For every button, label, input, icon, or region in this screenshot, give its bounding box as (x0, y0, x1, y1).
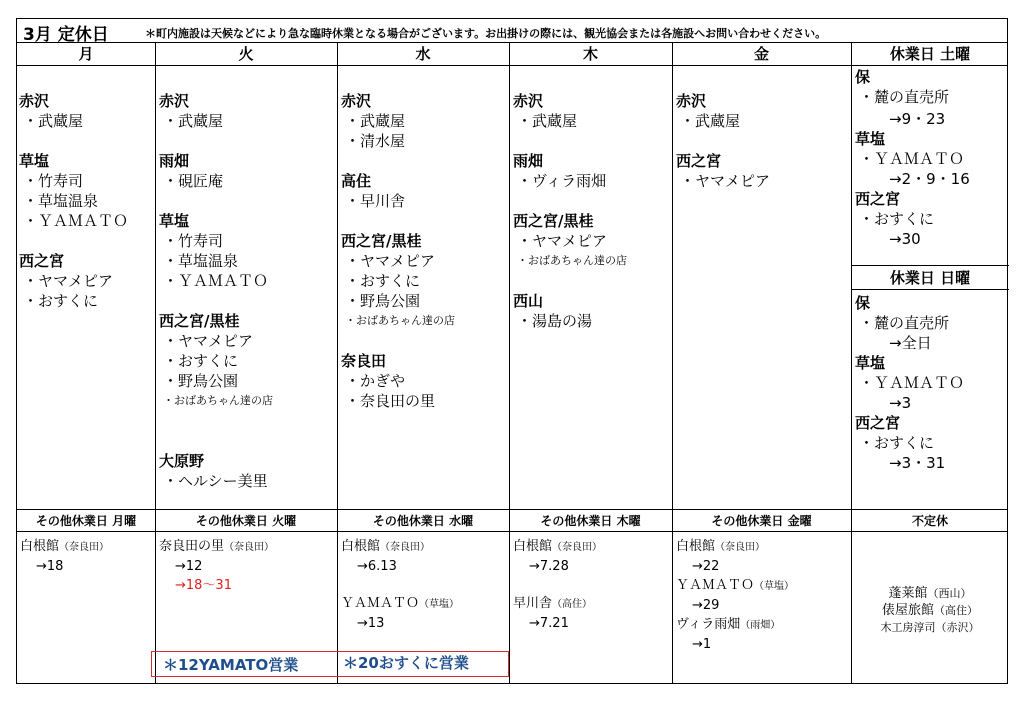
area-label: 赤沢 (19, 92, 50, 110)
facility-item: ・武蔵屋 (680, 112, 741, 130)
facility-item: ・ＹＡＭＡＴＯ (23, 212, 129, 230)
area-label: 高住 (341, 172, 372, 190)
area-label: 草塩 (159, 212, 190, 230)
facility-item: ・武蔵屋 (23, 112, 84, 130)
special-open-note: ＊12YAMATO営業 (163, 656, 299, 674)
area-label: 西之宮 (676, 152, 722, 170)
grid-line (672, 43, 673, 683)
area-label: 大原野 (159, 452, 205, 470)
facility-name: ＹＡＭＡＴＯ (676, 578, 755, 593)
area-label: 赤沢 (159, 92, 190, 110)
facility-item: ・ヤマメピア (23, 272, 114, 290)
friday-cell (676, 91, 770, 191)
header-tuesday: 火 (238, 45, 254, 63)
facility-item: ・おすくに (859, 434, 935, 452)
other-tuesday-cell (159, 537, 274, 595)
facility-item: ・おすくに (23, 292, 99, 310)
thursday-cell (513, 91, 627, 331)
grid-line (509, 43, 510, 683)
facility-item: ・草塩温泉 (23, 192, 99, 210)
header-saturday: 休業日 土曜 (889, 45, 971, 63)
facility-name: ＹＡＭＡＴＯ (341, 596, 420, 611)
facility-area: （高住） (552, 599, 593, 610)
facility-area: （草塩） (754, 581, 795, 592)
facility-item: ・麓の直売所 (859, 314, 950, 332)
area-label: 赤沢 (676, 92, 707, 110)
other-thursday-cell (513, 537, 602, 633)
area-label: 保 (855, 294, 871, 312)
other-monday-cell (20, 537, 109, 576)
closure-dates: →1 (692, 637, 712, 652)
facility-item: ・ヴィラ雨畑 (517, 172, 607, 190)
facility-area: （西山） (927, 587, 972, 600)
facility-item: ・ＹＡＭＡＴＯ (859, 374, 965, 392)
facility-item: ・野鳥公園 (345, 292, 421, 310)
closure-dates: →3 (889, 394, 912, 412)
area-label: 草塩 (855, 130, 886, 148)
area-label: 雨畑 (513, 152, 544, 170)
closure-dates: →30 (889, 230, 921, 248)
facility-area: （高住） (934, 604, 978, 617)
other-header-monday: その他休業日 月曜 (35, 514, 137, 528)
facility-item: ・かぎや (345, 372, 406, 390)
facility-name: 白根館 (513, 539, 553, 554)
facility-item: ・竹寿司 (163, 232, 224, 250)
facility-name: 木工房淳司（赤沢） (880, 621, 980, 634)
facility-name: 蓬莱館 (888, 586, 928, 601)
area-label: 西之宮 (855, 414, 901, 432)
area-label: 赤沢 (513, 92, 544, 110)
grid-line (155, 43, 156, 683)
facility-item: ・おすくに (345, 272, 421, 290)
closure-dates: →2・9・16 (889, 170, 970, 188)
facility-area: （奈良田） (715, 542, 766, 553)
facility-item: ・ＹＡＭＡＴＯ (859, 150, 965, 168)
closure-dates: →12 (175, 559, 203, 574)
area-label: 西之宮/黒桂 (341, 232, 422, 250)
closure-dates: →7.21 (529, 616, 569, 631)
grid-line (851, 289, 1009, 290)
other-wednesday-cell (341, 537, 459, 633)
grid-line (337, 43, 338, 683)
facility-item: ・おすくに (859, 210, 935, 228)
facility-area: （奈良田） (380, 542, 431, 553)
closure-dates: →全日 (889, 334, 932, 352)
closure-dates: →22 (692, 559, 720, 574)
facility-item: ・ヤマメピア (345, 252, 436, 270)
facility-item: ・清水屋 (345, 132, 406, 150)
saturday-cell (855, 67, 970, 249)
holiday-table (16, 18, 1008, 684)
closure-dates: →9・23 (889, 110, 946, 128)
grid-line (851, 265, 1009, 266)
closure-dates: →6.13 (357, 559, 397, 574)
facility-name: 俵屋旅館 (881, 603, 934, 618)
facility-name: 早川舎 (513, 596, 553, 611)
area-label: 赤沢 (341, 92, 372, 110)
tuesday-cell (159, 91, 273, 491)
other-friday-cell (676, 537, 794, 654)
facility-area: （奈良田） (552, 542, 603, 553)
facility-name: 奈良田の里 (159, 539, 225, 554)
facility-item: ・奈良田の里 (345, 392, 436, 410)
other-header-friday: その他休業日 金曜 (711, 514, 812, 528)
facility-name: 白根館 (20, 539, 60, 554)
other-header-wednesday: その他休業日 水曜 (372, 514, 474, 528)
area-label: 草塩 (19, 152, 50, 170)
area-label: 雨畑 (159, 152, 190, 170)
grid-line (17, 65, 1007, 66)
facility-area: （雨畑） (740, 620, 781, 631)
facility-item: ・ヤマメピア (517, 232, 608, 250)
facility-item: ・麓の直売所 (859, 88, 950, 106)
irregular-header: 不定休 (911, 514, 948, 528)
page-title: 3月 定休日 (23, 25, 109, 45)
facility-item: ・おばあちゃん達の店 (163, 394, 273, 407)
closure-dates-red: →18～31 (175, 578, 232, 593)
closure-dates: →18 (36, 559, 64, 574)
facility-item: ・ヤマメピア (680, 172, 771, 190)
header-wednesday: 水 (415, 45, 431, 63)
closure-dates: →7.28 (529, 559, 569, 574)
header-thursday: 木 (582, 45, 598, 63)
facility-area: （奈良田） (59, 542, 110, 553)
monday-cell (19, 91, 128, 311)
sunday-cell (855, 293, 964, 473)
facility-item: ・武蔵屋 (517, 112, 578, 130)
other-header-tuesday: その他休業日 火曜 (195, 514, 297, 528)
facility-item: ・ヘルシー美里 (163, 472, 268, 490)
header-friday: 金 (753, 45, 769, 63)
facility-item: ・おすくに (163, 352, 239, 370)
closure-dates: →3・31 (889, 454, 946, 472)
facility-item: ・硯匠庵 (163, 172, 224, 190)
title-bar (17, 19, 1007, 43)
facility-item: ・ＹＡＭＡＴＯ (163, 272, 269, 290)
closure-dates: →29 (692, 598, 720, 613)
facility-item: ・武蔵屋 (163, 112, 224, 130)
facility-item: ・湯島の湯 (517, 312, 593, 330)
header-monday: 月 (78, 45, 94, 63)
facility-name: ヴィラ雨畑 (676, 617, 741, 632)
facility-name: 白根館 (341, 539, 381, 554)
facility-name: 白根館 (676, 539, 716, 554)
area-label: 保 (855, 68, 871, 86)
facility-item: ・武蔵屋 (345, 112, 406, 130)
facility-item: ・おばあちゃん達の店 (517, 254, 627, 267)
facility-item: ・草塩温泉 (163, 252, 239, 270)
facility-item: ・野鳥公園 (163, 372, 239, 390)
area-label: 奈良田 (341, 352, 387, 370)
facility-area: （草塩） (419, 599, 460, 610)
facility-item: ・ヤマメピア (163, 332, 254, 350)
closure-notice: ＊町内施設は天候などにより急な臨時休業となる場合がございます。お出掛けの際には、観光協会または各施設へお問い合わせください。 (145, 27, 827, 40)
facility-area: （奈良田） (224, 542, 275, 553)
area-label: 西之宮/黒桂 (159, 312, 240, 330)
facility-item: ・おばあちゃん達の店 (345, 314, 455, 327)
special-open-note: ＊20おすくに営業 (343, 654, 469, 672)
other-header-thursday: その他休業日 木曜 (540, 514, 641, 528)
wednesday-cell (341, 91, 455, 411)
facility-item: ・早川舎 (345, 192, 406, 210)
facility-item: ・竹寿司 (23, 172, 84, 190)
header-sunday: 休業日 日曜 (889, 269, 971, 287)
irregular-cell (851, 585, 1009, 636)
area-label: 西山 (513, 292, 544, 310)
closure-dates: →13 (357, 616, 385, 631)
area-label: 西之宮 (19, 252, 65, 270)
area-label: 西之宮/黒桂 (513, 212, 594, 230)
area-label: 西之宮 (855, 190, 901, 208)
area-label: 草塩 (855, 354, 886, 372)
